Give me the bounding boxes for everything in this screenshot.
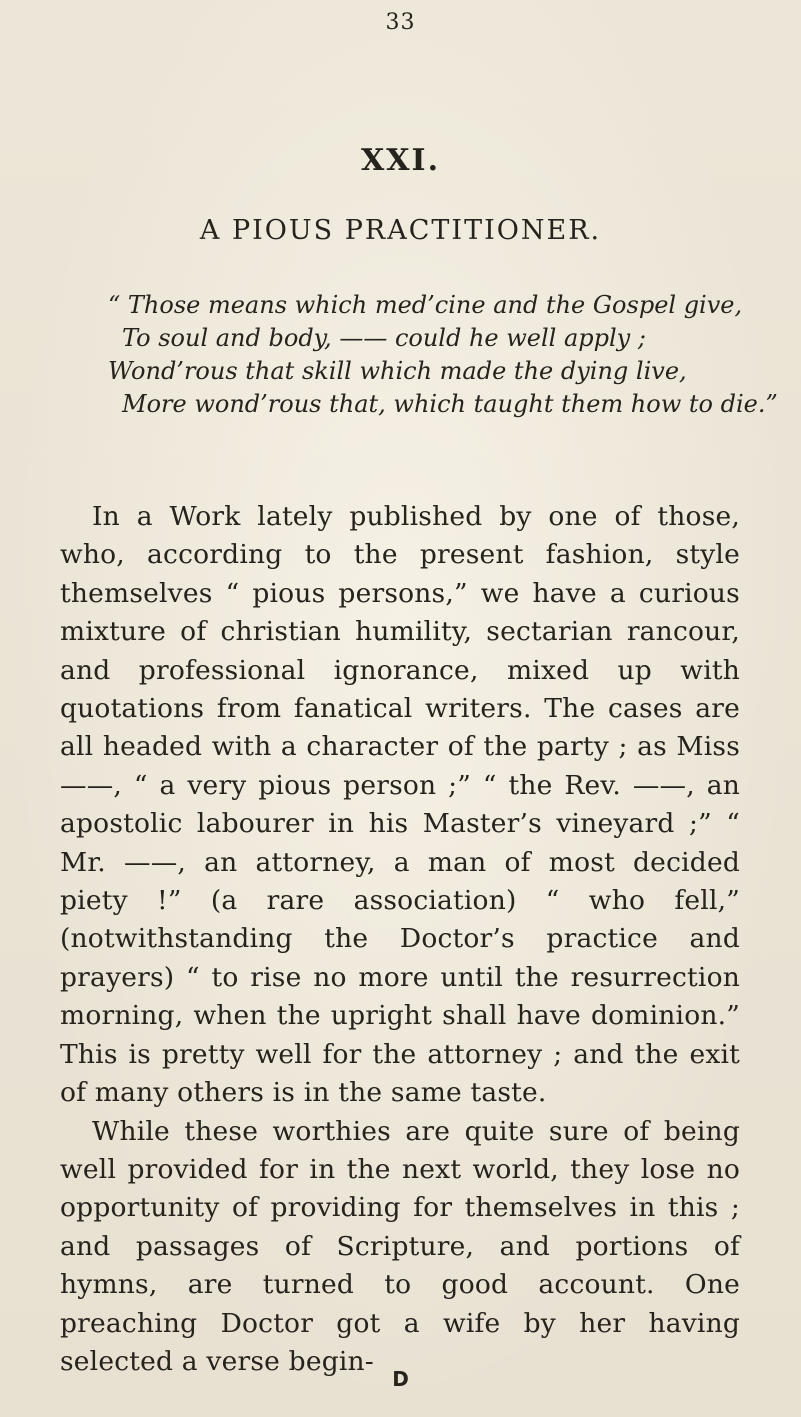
body-text bbox=[60, 498, 740, 1381]
paragraph: While these worthies are quite sure of being well provided for in the next world, they lose no opportunity of providing for themselves in this ; and passages of Scripture, and portions of hymns, are turned to good account. One preaching Doctor got a wife by her having selected a verse begin- bbox=[60, 1115, 740, 1377]
signature-mark: D bbox=[392, 1367, 409, 1391]
verse-line: To soul and body, —— could he well apply ; bbox=[122, 324, 646, 352]
paragraph: In a Work lately published by one of those, who, according to the present fashion, style themselves “ pious persons,” we have a curious mixture of christian humility, sectarian rancour, and professional ignorance, mixed up with quotations from fanatical writers. The cases are all headed with a character of the party ; as Miss ——, “ a very pious person ;” “ the Rev. ——, an apostolic labourer in his Master’s vineyard ;” “ Mr. ——, an attorney, a man of most decided piety !” (a rare association) “ who fell,” (notwithstanding the Doctor’s practice and prayers) “ to rise no more until the resurrection morning, when the upright shall have dominion.” This is pretty well for the attorney ; and the exit of many others is in the same taste. bbox=[60, 501, 740, 1109]
verse-line: More wond’rous that, which taught them how to die.” bbox=[122, 390, 778, 418]
page-number: 33 bbox=[385, 10, 416, 35]
chapter-title: A PIOUS PRACTITIONER. bbox=[199, 215, 602, 246]
chapter-number: XXI. bbox=[360, 143, 441, 178]
verse-line: “ Those means which med’cine and the Gospel give, bbox=[108, 291, 743, 319]
verse-line: Wond’rous that skill which made the dying live, bbox=[108, 357, 687, 385]
